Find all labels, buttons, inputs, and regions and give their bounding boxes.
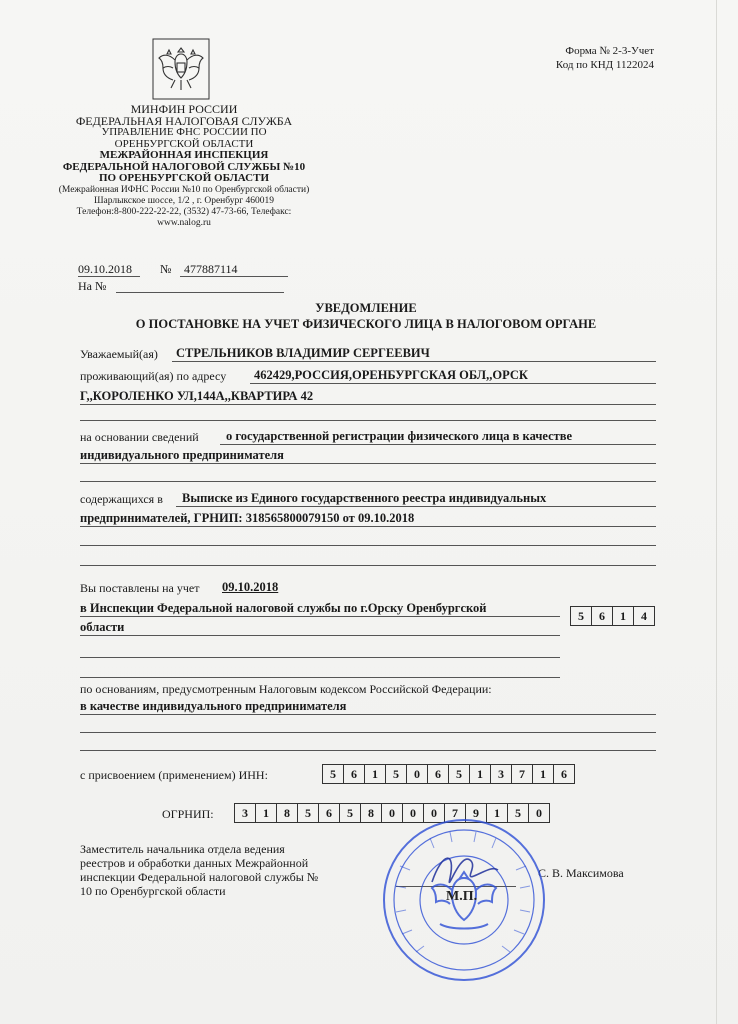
authority-department: УПРАВЛЕНИЕ ФНС РОССИИ ПО ОРЕНБУРГСКОЙ ОБЛАСТИ: [101, 126, 267, 150]
authority-ministry: МИНФИН РОССИИ: [130, 102, 238, 116]
greeting-label: Уважаемый(ая): [80, 347, 158, 361]
digit-cell: 7: [445, 804, 466, 822]
digit-cell: 1: [613, 607, 634, 625]
digit-cell: 6: [561, 766, 567, 781]
tax-authority-code: [570, 606, 655, 626]
registration-label: Вы поставлены на учет: [80, 581, 200, 595]
ogrnip-label: ОГРНИП:: [162, 807, 214, 821]
grounds-value: в качестве индивидуального предпринимателя: [80, 699, 347, 713]
digit-cell: 0: [382, 804, 403, 822]
registration-date: 09.10.2018: [222, 580, 279, 594]
inspection-line2: области: [80, 620, 125, 634]
coat-of-arms-emblem: [152, 38, 210, 100]
signatory-line2: реестров и обработки данных Межрайонной: [80, 856, 309, 870]
address-line1: 462429,РОССИЯ,ОРЕНБУРГСКАЯ ОБЛ,,ОРСК: [254, 368, 528, 382]
form-name: Форма № 2-3-Учет: [565, 45, 654, 57]
doc-number: 477887114: [184, 262, 238, 276]
digit-cell: 0: [407, 765, 428, 783]
title-line1: УВЕДОМЛЕНИЕ: [315, 301, 417, 315]
digit-cell: 8: [361, 804, 382, 822]
issuing-authority: [58, 104, 310, 229]
digit-cell: 3: [235, 804, 256, 822]
digit-cell: 4: [641, 608, 647, 623]
signatory-line4: 10 по Оренбургской области: [80, 884, 226, 898]
digit-cell: 6: [428, 765, 449, 783]
digit-cell: 5: [508, 804, 529, 822]
digit-cell: 1: [256, 804, 277, 822]
digit-cell: 6: [592, 607, 613, 625]
signatory-name: С. В. Максимова: [538, 866, 624, 880]
digit-cell: 1: [365, 765, 386, 783]
digit-cell: 6: [319, 804, 340, 822]
digit-cell: 5: [340, 804, 361, 822]
digit-cell: 3: [491, 765, 512, 783]
authority-address: Шарлыкское шоссе, 1/2 , г. Оренбург 460019: [93, 195, 275, 206]
digit-cell: 0: [424, 804, 445, 822]
basis-label: на основании сведений: [80, 430, 199, 444]
person-name: СТРЕЛЬНИКОВ ВЛАДИМИР СЕРГЕЕВИЧ: [176, 346, 430, 360]
digit-cell: 5: [449, 765, 470, 783]
page-edge: [716, 0, 717, 1024]
digit-cell: 0: [536, 805, 542, 820]
basis-line1: о государственной регистрации физического лица в качестве: [226, 429, 573, 443]
digit-cell: 1: [470, 765, 491, 783]
digit-cell: 6: [344, 765, 365, 783]
digit-cell: 0: [403, 804, 424, 822]
knd-code: Код по КНД 1122024: [555, 59, 654, 71]
form-identifier: [556, 44, 654, 72]
source-line2: предпринимателей, ГРНИП: 318565800079150 от 09.10.2018: [80, 511, 415, 525]
digit-cell: 5: [571, 607, 592, 625]
inn-label: с присвоением (применением) ИНН:: [80, 768, 268, 782]
digit-cell: 5: [298, 804, 319, 822]
official-seal-stamp: [380, 816, 548, 984]
digit-cell: 1: [533, 765, 554, 783]
title-line2: О ПОСТАНОВКЕ НА УЧЕТ ФИЗИЧЕСКОГО ЛИЦА В НАЛОГОВОМ ОРГАНЕ: [135, 317, 597, 331]
inspection-line1: в Инспекции Федеральной налоговой службы по г.Орску Оренбургской: [80, 601, 487, 615]
digit-cell: 9: [466, 804, 487, 822]
document-title: [80, 300, 652, 332]
address-line2: Г,,КОРОЛЕНКО УЛ,144А,,КВАРТИРА 42: [80, 389, 314, 403]
authority-service: ФЕДЕРАЛЬНАЯ НАЛОГОВАЯ СЛУЖБА: [75, 113, 293, 128]
doc-date: 09.10.2018: [78, 262, 132, 276]
signatory-line3: инспекции Федеральной налоговой службы №: [80, 870, 319, 884]
authority-website: www.nalog.ru: [157, 217, 211, 228]
digit-cell: 7: [512, 765, 533, 783]
stamp-mp-label: М.П.: [446, 889, 478, 904]
address-label: проживающий(ая) по адресу: [80, 369, 227, 383]
doc-number-label: №: [160, 262, 172, 276]
digit-cell: 8: [277, 804, 298, 822]
signatory-position: [80, 842, 318, 898]
digit-cell: 5: [323, 765, 344, 783]
basis-line2: индивидуального предпринимателя: [80, 448, 284, 462]
signatory-line1: Заместитель начальника отдела ведения: [80, 842, 285, 856]
authority-phone: Телефон:8-800-222-22-22, (3532) 47-73-66, Телефакс:: [76, 206, 292, 217]
source-line1: Выписке из Единого государственного реестра индивидуальных: [182, 491, 547, 505]
digit-cell: 1: [487, 804, 508, 822]
digit-cell: 5: [386, 765, 407, 783]
reference-label: На №: [78, 279, 107, 293]
source-label: содержащихся в: [80, 492, 163, 506]
inn-grid: [322, 764, 575, 784]
authority-short-name: (Межрайонная ИФНС России №10 по Оренбургской области): [58, 184, 310, 195]
grounds-label: по основаниям, предусмотренным Налоговым кодексом Российской Федерации:: [80, 682, 492, 696]
authority-inspection: МЕЖРАЙОННАЯ ИНСПЕКЦИЯ ФЕДЕРАЛЬНОЙ НАЛОГОВОЙ СЛУЖБЫ №10 ПО ОРЕНБУРГСКОЙ ОБЛАСТИ: [62, 149, 306, 184]
